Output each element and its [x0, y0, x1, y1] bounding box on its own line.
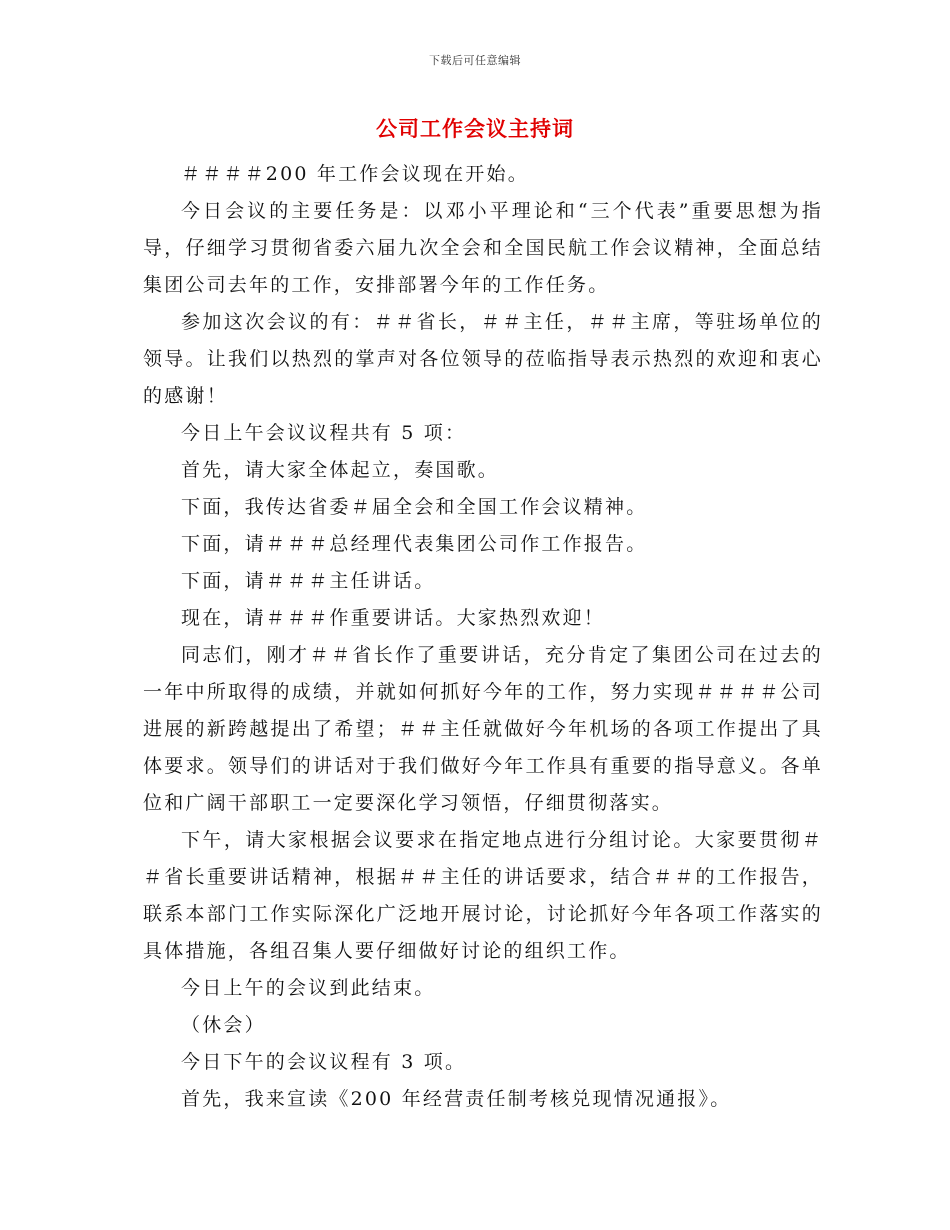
paragraph: 今日上午会议议程共有 5 项：	[181, 422, 467, 444]
paragraph: 下面，请＃＃＃主任讲话。	[181, 570, 436, 592]
paragraph: 首先，我来宣读《200 年经营责任制考核兑现情况通报》。	[181, 1088, 732, 1110]
paragraph: 今日会议的主要任务是：以邓小平理论和“三个代表”重要思想为指导，仔细学习贯彻省委六届九次全会和全国民航工作会议精神，全面总结集团公司去年的工作，安排部署今年的工作任务。	[143, 200, 823, 296]
paragraph: 今日上午的会议到此结束。	[181, 977, 436, 999]
paragraph: 下面，请＃＃＃总经理代表集团公司作工作报告。	[181, 533, 648, 555]
paragraph: 下午，请大家根据会议要求在指定地点进行分组讨论。大家要贯彻＃＃省长重要讲话精神，根据＃＃主任的讲话要求，结合＃＃的工作报告，联系本部门工作实际深化广泛地开展讨论，讨论抓好今年各项工作落实的具体措施，各组召集人要仔细做好讨论的组织工作。	[143, 829, 823, 962]
document-body	[143, 156, 823, 1118]
paragraph: 参加这次会议的有：＃＃省长，＃＃主任，＃＃主席，等驻场单位的领导。让我们以热烈的掌声对各位领导的莅临指导表示热烈的欢迎和衷心的感谢！	[143, 311, 823, 407]
paragraph: （休会）	[181, 1014, 266, 1036]
paragraph: 同志们，刚才＃＃省长作了重要讲话，充分肯定了集团公司在过去的一年中所取得的成绩，并就如何抓好今年的工作，努力实现＃＃＃＃公司进展的新跨越提出了希望；＃＃主任就做好今年机场的各项工作提出了具体要求。领导们的讲话对于我们做好今年工作具有重要的指导意义。各单位和广阔干部职工一定要深化学习领悟，仔细贯彻落实。	[143, 644, 823, 814]
header-note: 下载后可任意编辑	[429, 54, 521, 67]
paragraph: 首先，请大家全体起立，奏国歌。	[181, 459, 500, 481]
document-title: 公司工作会议主持词	[376, 116, 574, 141]
paragraph: ＃＃＃＃200 年工作会议现在开始。	[181, 163, 529, 185]
paragraph: 今日下午的会议议程有 3 项。	[181, 1051, 467, 1073]
paragraph: 现在，请＃＃＃作重要讲话。大家热烈欢迎！	[181, 607, 606, 629]
paragraph: 下面，我传达省委＃届全会和全国工作会议精神。	[181, 496, 648, 518]
